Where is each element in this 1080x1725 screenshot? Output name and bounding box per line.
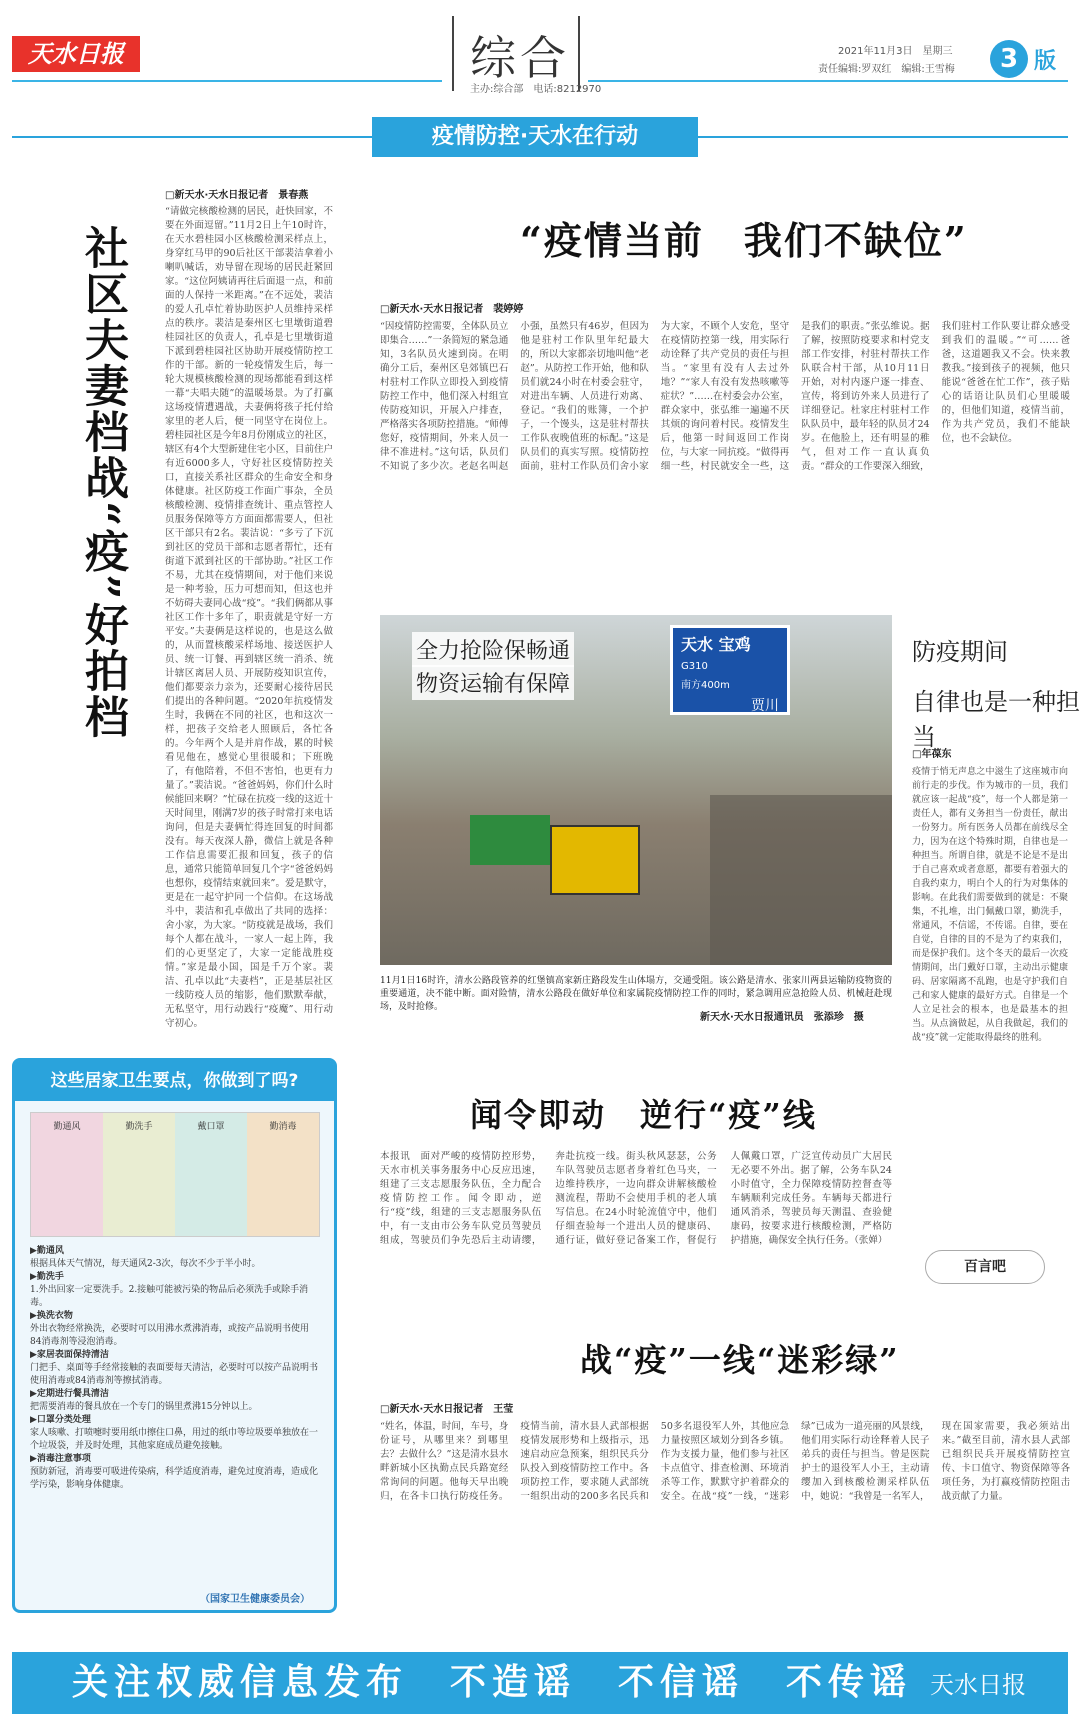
health-item [30,1414,320,1453]
health-item-text: 家人咳嗽、打喷嚏时要用纸巾擦住口鼻，用过的纸巾等垃圾要单独放在一个垃圾袋，并及时处理，其他家庭成员避免接触。 [30,1428,319,1451]
health-item [30,1245,320,1271]
health-item-head: ▶消毒注意事项 [30,1454,91,1464]
page-suffix: 版 [1034,49,1057,74]
health-item-head: ▶换洗衣物 [30,1311,73,1321]
sign-destination: 贾川 [751,698,779,714]
health-item-text: 把需要消毒的餐具放在一个专门的锅里煮沸15分钟以上。 [30,1402,258,1412]
rock-pile [710,795,892,965]
panel-ventilate: 勤通风 [31,1113,103,1236]
article3-title-1: 防疫期间 [912,638,1008,666]
issue-date: 2021年11月3日 星期三 [838,46,953,57]
article1-title-line2: 战“疫”好拍档 [77,455,128,740]
health-item-head: ▶定期进行餐具清洁 [30,1389,109,1399]
column-tag: 百言吧 [925,1250,1045,1284]
sign-route: G310 [681,661,708,672]
health-item-text: 外出衣物经常换洗，必要时可以用沸水煮沸消毒，或按产品说明书使用84消毒剂等浸泡消毒。 [30,1324,310,1347]
masthead-rule-right [588,80,1068,82]
health-illustration [30,1112,320,1237]
article1-title [70,225,134,455]
health-list [30,1245,320,1585]
article4-body: 本报讯 面对严峻的疫情防控形势，天水市机关事务服务中心反应迅速，组建了三支志愿服务队伍，全力配合疫情防控工作。闻令即动，逆行“疫”线，组建的三支志愿服务队伍中，有一支由市公务车队党员驾驶员组成，驾驶员们争先恐后主动请缨，奔赴抗疫一线。街头秋风瑟瑟，公务车队驾驶员志愿者身着红色马夹，一边维持秩序，一边向群众讲解核酸检测流程，帮助不会使用手机的老人填写信息。在24小时轮流值守中，他们仔细查验每一个进出人员的健康码、通行证，做好登记备案工作，督促行人佩戴口罩，广泛宣传动员广大居民无必要不外出。据了解，公务车队24小时值守，全力保障疫情防控督查等车辆顺利完成任务。车辆每天都进行通风消杀，驾驶员每天测温、查验健康码，按要求进行核酸检测，严格防护措施，确保安全执行任务。（张婵） [380,1151,892,1246]
sign-top: 天水 宝鸡 [681,635,751,654]
health-item-head: ▶勤洗手 [30,1272,64,1282]
article5-body: “姓名，体温，时间，车号，身份证号，从哪里来？到哪里去？去做什么？”这是清水县水畔新城小区执勤点民兵路宽经常询问的问题。他每天早出晚归，在各卡口执行防疫任务。疫情当前，清水县人武部根据疫情发展形势和上级指示，迅速启动应急预案，组织民兵分队投入到疫情防控工作中。各项防控工作，要求随人武部统一组织出动的200多名民兵和50多名退役军人外，其他应急力量按照区域划分到各乡镇。作为支援力量，他们参与社区卡点值守、排查检测、环境消杀等工作，默默守护着群众的安全。在战“疫”一线，“迷彩绿”已成为一道亮丽的风景线，他们用实际行动诠释着人民子弟兵的责任与担当。曾是医院护士的退役军人小王，主动请缨加入到核酸检测采样队伍中，她说：“我曾是一名军人，现在国家需要，我必须站出来。”截至目前，清水县人武部已组织民兵开展疫情防控宣传、卡口值守、物资保障等各项任务，为打赢疫情防控阻击战贡献了力量。 [380,1421,1070,1502]
article1-title-b [70,455,134,740]
health-item [30,1349,320,1388]
health-item-head: ▶家居表面保持清洁 [30,1350,109,1360]
health-source: （国家卫生健康委员会） [200,1594,310,1605]
page-number: 3 [990,40,1028,78]
masthead-logo: 天水日报 [12,36,140,72]
health-item [30,1388,320,1414]
article2-body: “因疫情防控需要，全体队员立即集合……”一条简短的紧急通知，3名队员火速到岗。在明确分工后，秦州区皂郊镇巴石村驻村工作队立即投入到疫情防控工作中，他们深入村组宣传防疫知识，开展入户排查，严格落实各项防控措施。“师傅您好，疫情期间，外来人员一律不准进村。”这句话，队员们不知说了多少次。老赵名叫赵小强，虽然只有46岁，但因为他是驻村工作队里年纪最大的，所以大家都亲切地叫他“老赵”。从防控工作开始，他和队员们就24小时在村委会驻守，对进出车辆、人员进行劝离、登记。“我们的账簿，一个护子，一个馒头，这是驻村帮扶工作队夜晚值班的标配。”这是队员们的真实写照。疫情防控面前，驻村工作队员们舍小家为大家，不顾个人安危，坚守在疫情防控第一线，用实际行动诠释了共产党员的责任与担当。“家里有没有人去过外地？”“家人有没有发热咳嗽等症状？”……在村委会办公室，群众家中，张弘维一遍遍不厌其烦的询问着村民。疫情发生后，他第一时间返回工作岗位，与大家一同抗疫。“做得再细一些，村民就安全一些，这是我们的职责。”张弘维说。据了解，按照防疫要求和村党支部工作安排，村驻村帮扶工作队联合村干部，从10月11日开始，对村内逐户逐一排查、宣传，将到访外来人员进行了详细登记。杜家庄村驻村工作队队员中，最年轻的队员才24岁。在他脸上，还有明显的稚气，但对工作一直认真负责。“群众的工作要深入细致，我们驻村工作队要让群众感受到我们的温暖。”“可……爸爸，这道题我又不会。快来教教我。”接到孩子的视频，他只能说“爸爸在忙工作”，孩子贴心的话语让队员们心里暖暖的，但他们知道，疫情当前，作为共产党员，我们不能缺位，也不会缺位。 [380,321,1070,472]
dump-truck [470,815,550,865]
health-item-text: 门把手、桌面等手经常接触的表面要每天清洁，必要时可以按产品说明书使用消毒或84消毒剂等擦拭消毒。 [30,1363,319,1386]
topic-banner: 疫情防控·天水在行动 [372,117,698,157]
article3-byline: □年葆东 [912,749,952,760]
loader-vehicle [550,825,640,895]
health-item-head: ▶口罩分类处理 [30,1415,91,1425]
health-title: 这些居家卫生要点，你做到了吗? [15,1061,334,1101]
road-sign [670,625,790,715]
health-item-head: ▶勤通风 [30,1246,64,1256]
article1-body: “请做完核酸检测的居民，赶快回家，不要在外面逗留。”11月2日上午10时许，在天水碧桂园小区核酸检测采样点上，身穿红马甲的90后社区干部裴洁拿着小喇叭喊话，劝导留在现场的居民赶紧回家。“这位阿姨请再往后面退一点，和前面的人保持一米距离。”在不远处，裴洁的爱人孔卓忙着协助医护人员维持采样点的秩序。裴洁是秦州区七里墩街道碧桂园社区的负责人，孔卓是七里墩街道下派到碧桂园社区协助开展疫情防控工作的干部。新的一轮疫情发生后，每一轮大规模核酸检测的现场都能看到这样一幕“夫唱夫随”的温暖场景。为了打赢这场疫情遭遇战，夫妻俩将孩子托付给家里的老人后，便一同坚守在岗位上。碧桂园社区是今年8月份刚成立的社区，辖区有4个大型新建住宅小区，目前住户有近6000多人，守好社区疫情防控关口，直接关系社区群众的生命安全和身体健康。社区防疫工作面广事杂，全员核酸检测、疫情排查统计、重点管控人员服务保障等方方面面都需要人，但社区干部只有2名。裴洁说：“多亏了下沉到社区的党员干部和志愿者帮忙，还有街道下派到社区的干部协助。”社区工作不易，尤其在疫情期间，对于他们来说是一种考验，压力可想而知，但这也并不妨碍夫妻同心战“疫”。“我们俩都从事社区工作十多年了，职责就是守好一方平安。”夫妻俩是这样说的，也是这么做的，从而置核酸采样场地、接送医护人员、统一订餐、再到辖区统一消杀、统计辖区离居人员、开展防疫知识宣传，他们都要亲力亲为，还要耐心接待居民们提出的各种问题。“2020年抗疫情发生时，我俩在不同的社区，也和这次一样，把孩子交给老人照顾后，各忙各的。今年两个人是并肩作战，累的时候看见他在，感觉心里很暖和；下班晚了，有他陪着，不但不害怕，也更有力量了。”裴洁说。“爸爸妈妈，你们什么时候能回来啊？”忙碌在抗疫一线的这近十天时间里，刚满7岁的孩子时常打来电话询问，但是夫妻俩忙得连回复的时间都没有。每天夜深人静，微信上就是各种工作信息需要汇报和回复，孩子的信息，通常只能简单回复几个字“爸爸妈妈也想你，疫情结束就回来”。爱是默守，更是在一起守护同一个信仰。在这场战斗中，裴洁和孔卓做出了共同的选择：舍小家，为大家。“防疫就是战场，我们每个人都在战斗，一家人一起上阵，我们的心更坚定了，大家一定能战胜疫情。”家是最小国，国是千万个家。裴洁、孔卓以此“夫妻档”，正是基层社区一线防疫人员的缩影，他们默默奉献，无私坚守，用行动践行“疫魔”、用行动守初心。 [165,206,333,1029]
article4-title: 闻令即动 逆行“疫”线 [470,1096,817,1134]
photo-caption: 11月1日16时许，清水公路段管养的红堡镇高家新庄路段发生山体塌方，交通受阻。该公路是清水、张家川两县运输防疫物资的重要通道，决不能中断。面对险情，清水公路段在做好单位和家属院疫情防控工作的同时，紧急调用应急抢险人员、机械赶赴现场，及时抢修。 [380,976,892,1012]
photo-title-1: 全力抢险保畅通 [412,632,574,667]
section-divider [452,16,454,91]
article2-title: “疫情当前 我们不缺位” [520,218,968,263]
health-item [30,1271,320,1310]
article2-byline: □新天水·天水日报记者 裴婷婷 [380,304,524,315]
panel-wash: 勤洗手 [103,1113,175,1236]
masthead-rule [12,80,442,82]
footer-slogan: 关注权威信息发布 不造谣 不信谣 不传谣 [12,1652,1068,1714]
sign-distance: 南方400m [681,680,730,691]
article1-byline: □新天水·天水日报记者 景春燕 [165,190,309,201]
article5-title: 战“疫”一线“迷彩绿” [580,1341,900,1379]
health-item [30,1310,320,1349]
article1-title-line1: 社区夫妻档 [77,225,128,455]
section-title: 综合 [470,31,570,85]
panel-mask: 戴口罩 [175,1113,247,1236]
article5-byline: □新天水·天水日报记者 王莹 [380,1404,514,1415]
health-item-text: 根据具体天气情况，每天通风2-3次，每次不少于半小时。 [30,1259,261,1269]
article3-body: 疫情于悄无声息之中滋生了这座城市向前行走的步伐。作为城市的一员，我们就应该一起战“疫”，每一个人都是第一责任人，都有义务担当一份责任，献出一份努力。所有医务人员都在前线尽全力，因为在这个特殊时期，自律也是一种担当。所谓自律，就是不论是不是出于自己喜欢或者意愿，都要有着强大的自我约束力，明白个人的行为对集体的影响。在此我们需要做到的就是：不聚集，不扎堆，出门佩戴口罩，勤洗手，常通风，不信谣，不传谣。自律，要在自觉，自律的目的不是为了约束我们，而是保护我们。这个冬天的最后一次疫情期间，出门戴好口罩，主动出示健康码、居家隔离不乱跑，也是守护我们自己和家人健康的最好方式。自律是一个人立足社会的根本，也是最基本的担当。从点滴做起，从自我做起，我们的战“疫”就一定能取得最终的胜利。 [912,767,1068,1043]
health-item-text: 预防新冠，消毒要可吸进传染病，科学适度消毒，避免过度消毒，造成化学污染，影响身体健康。 [30,1467,319,1490]
article3-title-2: 自律也是一种担当 [912,688,1080,751]
health-item [30,1453,320,1492]
photo-credit: 新天水·天水日报通讯员 张添珍 摄 [700,1012,864,1023]
photo-title-2: 物资运输有保障 [412,665,574,700]
panel-disinfect: 勤消毒 [247,1113,319,1236]
article1-body-cont [12,752,335,1040]
section-editors: 主办:综合部 电话:8212970 [470,84,602,95]
health-item-text: 1.外出回家一定要洗手。2.接触可能被污染的物品后必须洗手或除手消毒。 [30,1285,309,1308]
page-editors: 责任编辑:罗双红 编辑:王雪梅 [818,64,955,75]
watermark-logo: 天水日报 [930,1671,1026,1699]
